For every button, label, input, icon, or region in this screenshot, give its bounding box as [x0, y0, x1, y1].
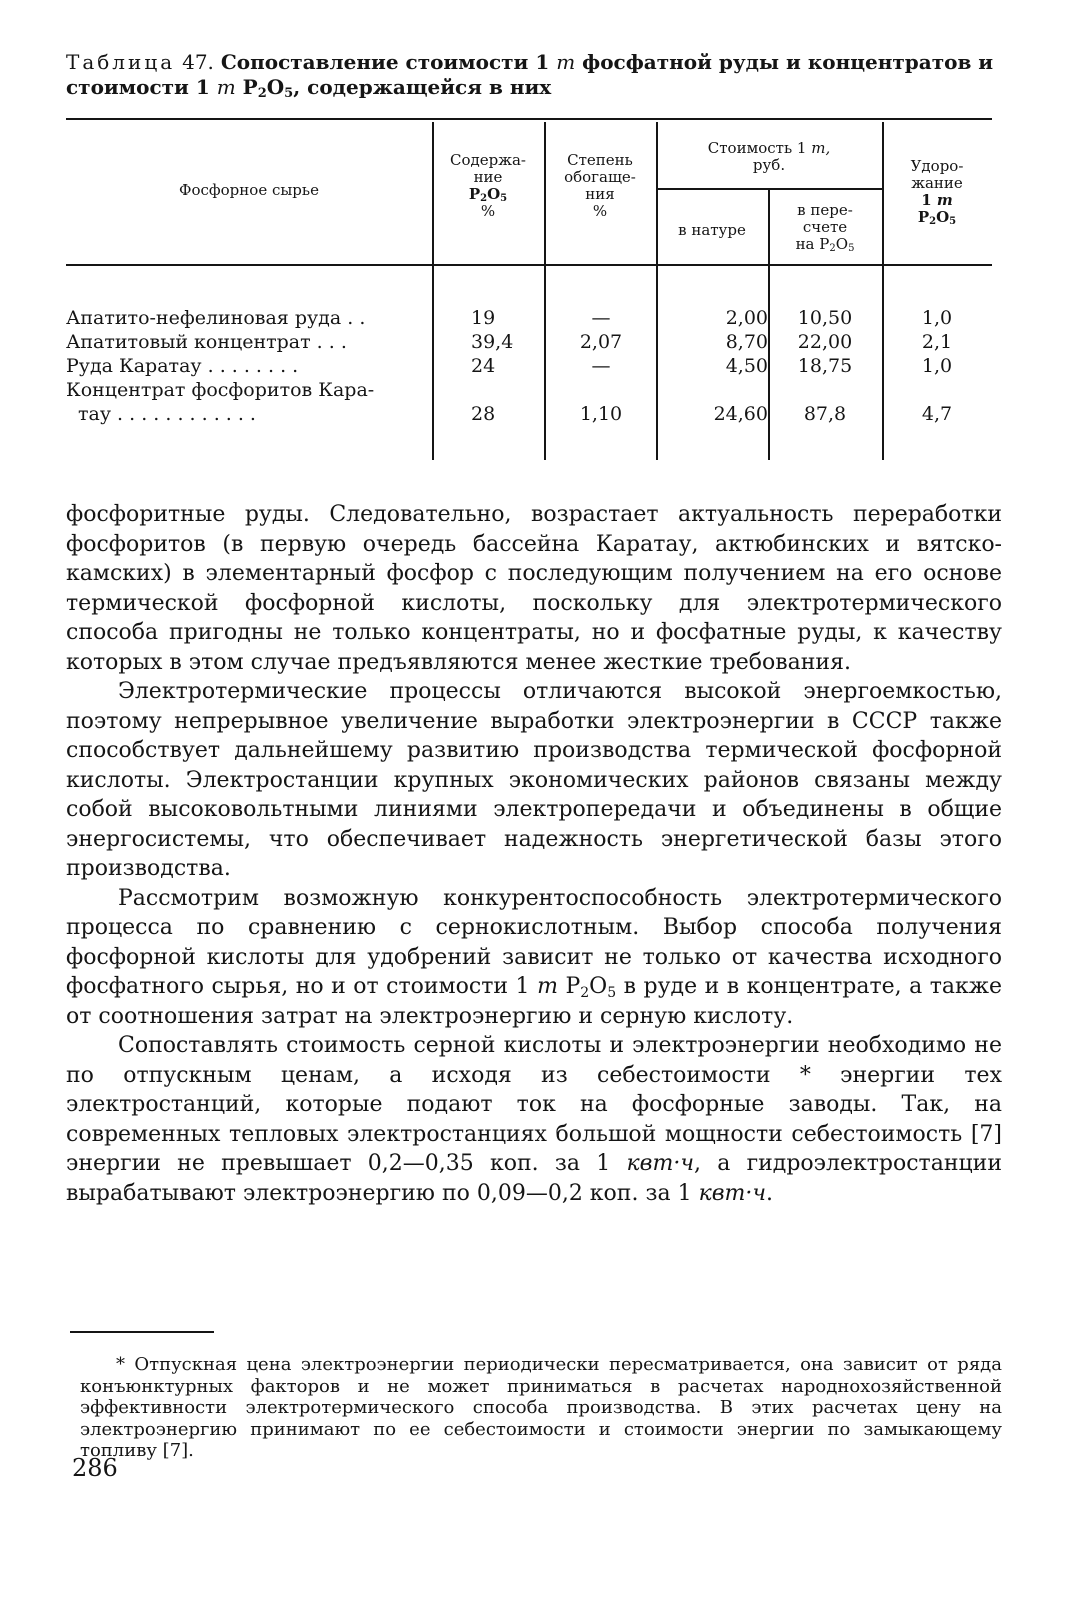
row-enrichment: 1,10: [579, 403, 623, 425]
paragraph-4: Сопоставлять стоимость серной кислоты и электроэнергии необходимо не по отпускным ценам, а исходя из себестоимости * энергии тех электростанций, которые подают ток на фосфорные заводы. Так, на современных тепловых электростанциях большой мощности себестоимость [7] энергии не превышает 0,2—0,35 коп. за 1 квт·ч, а гидроэлектростанции вырабатывают электроэнергию по 0,09—0,2 коп. за 1 квт·ч.: [66, 1033, 1002, 1206]
caption-unit: т: [556, 50, 576, 74]
row-nature: 24,60: [713, 403, 768, 425]
table-header-rule: [66, 264, 992, 266]
header-cost: Стоимость 1 т, руб.: [707, 139, 831, 174]
header-content: Содержа- ние $P_2O_5$ %: [449, 151, 527, 220]
row-enrichment: —: [591, 307, 611, 329]
caption-formula: $P_2O_5$: [242, 75, 294, 101]
page-number: 286: [72, 1454, 118, 1482]
row-per-p2o5: 18,75: [797, 355, 853, 377]
footnote: * Отпускная цена электроэнергии периодически пересматривается, она зависит от ряда конъюнктурных факторов и не может приниматься в расчетах народнохозяйственной эффективности электротермического способа производства. В этих расчетах цену на электроэнергию принимают по ее себестоимости и стоимости энергии по замыкающему топливу [7].: [80, 1354, 1002, 1461]
header-in-nature: в натуре: [678, 221, 746, 239]
header-raw-material: Фосфорное сырье: [179, 181, 319, 199]
row-per-p2o5: 87,8: [803, 403, 847, 425]
caption-text-4: , содержащейся в них: [293, 75, 552, 99]
row-rise: 1,0: [921, 307, 953, 329]
row-p2o5: 39,4: [471, 331, 514, 353]
row-rise: 4,7: [921, 403, 953, 425]
row-name: Апатито-нефелиновая руда . .: [66, 307, 366, 329]
paragraph-2: Электротермические процессы отличаются высокой энергоемкостью, поэтому непрерывное увеличение выработки электроэнергии в СССР также способствует дальнейшему развитию производства термической фосфорной кислоты. Электростанции крупных экономических районов связаны между собой высоковольтными линиями электропередачи и объединены в общие энергосистемы, что обеспечивает надежность энергетической базы этого производства.: [66, 679, 1002, 881]
caption-text-2: фосфатной руды и концентратов и стоимости 1: [66, 50, 994, 99]
body-text: [66, 500, 1002, 1208]
footnote-rule: [70, 1331, 214, 1333]
row-p2o5: 28: [471, 403, 496, 425]
row-name: Апатитовый концентрат . . .: [66, 331, 347, 353]
row-per-p2o5: 22,00: [797, 331, 853, 353]
caption-unit-2: т: [216, 75, 236, 99]
table-row: [66, 378, 992, 402]
table-top-rule: [66, 118, 992, 120]
row-p2o5: 24: [471, 355, 496, 377]
table-row: [66, 354, 992, 378]
row-rise: 2,1: [921, 331, 953, 353]
row-rise: 1,0: [921, 355, 953, 377]
row-nature: 4,50: [725, 355, 768, 377]
table-row: [66, 402, 992, 426]
paragraph-3: Рассмотрим возможную конкурентоспособность электротермического процесса по сравнению с сернокислотным. Выбор способа получения фосфорной кислоты для удобрений зависит не только от качества исходного фосфатного сырья, но и от стоимости 1 т $P_2O_5$ в руде и в концентрате, а также от соотношения затрат на электроэнергию и серную кислоту.: [66, 885, 1003, 1029]
row-nature: 2,00: [725, 307, 768, 329]
row-enrichment: —: [591, 355, 611, 377]
caption-label: Таблица: [66, 50, 176, 74]
header-price-rise: Удоро- жание 1 т $P_2O_5$: [910, 157, 964, 227]
paragraph-1: фосфоритные руды. Следовательно, возрастает актуальность переработки фосфоритов (в первую очередь бассейна Каратау, актюбинских и вятско-камских) в элементарный фосфор с последующим получением на его основе термической фосфорной кислоты, поскольку для электротермического способа пригодны не только концентраты, но и фосфатные руды, к качеству которых в этом случае предъявляются менее жесткие требования.: [66, 502, 1002, 675]
table-caption: [66, 50, 1026, 100]
row-name: Руда Каратау . . . . . . . .: [66, 355, 299, 377]
row-name: Концентрат фосфоритов Кара-: [66, 379, 375, 401]
caption-number: 47.: [182, 50, 214, 74]
cost-subheader-rule: [658, 188, 882, 190]
header-enrichment: Степень обогаще- ния %: [564, 151, 636, 220]
row-p2o5: 19: [471, 307, 496, 329]
row-name: тау . . . . . . . . . . . .: [78, 403, 256, 425]
header-recalc: в пере- счете на $P_2O_5$: [795, 201, 855, 254]
table-row: [66, 306, 992, 330]
cost-table: [66, 118, 992, 463]
row-enrichment: 2,07: [579, 331, 623, 353]
table-row: [66, 330, 992, 354]
row-nature: 8,70: [725, 331, 768, 353]
caption-text-1: Сопоставление стоимости 1: [220, 50, 550, 74]
row-per-p2o5: 10,50: [797, 307, 853, 329]
